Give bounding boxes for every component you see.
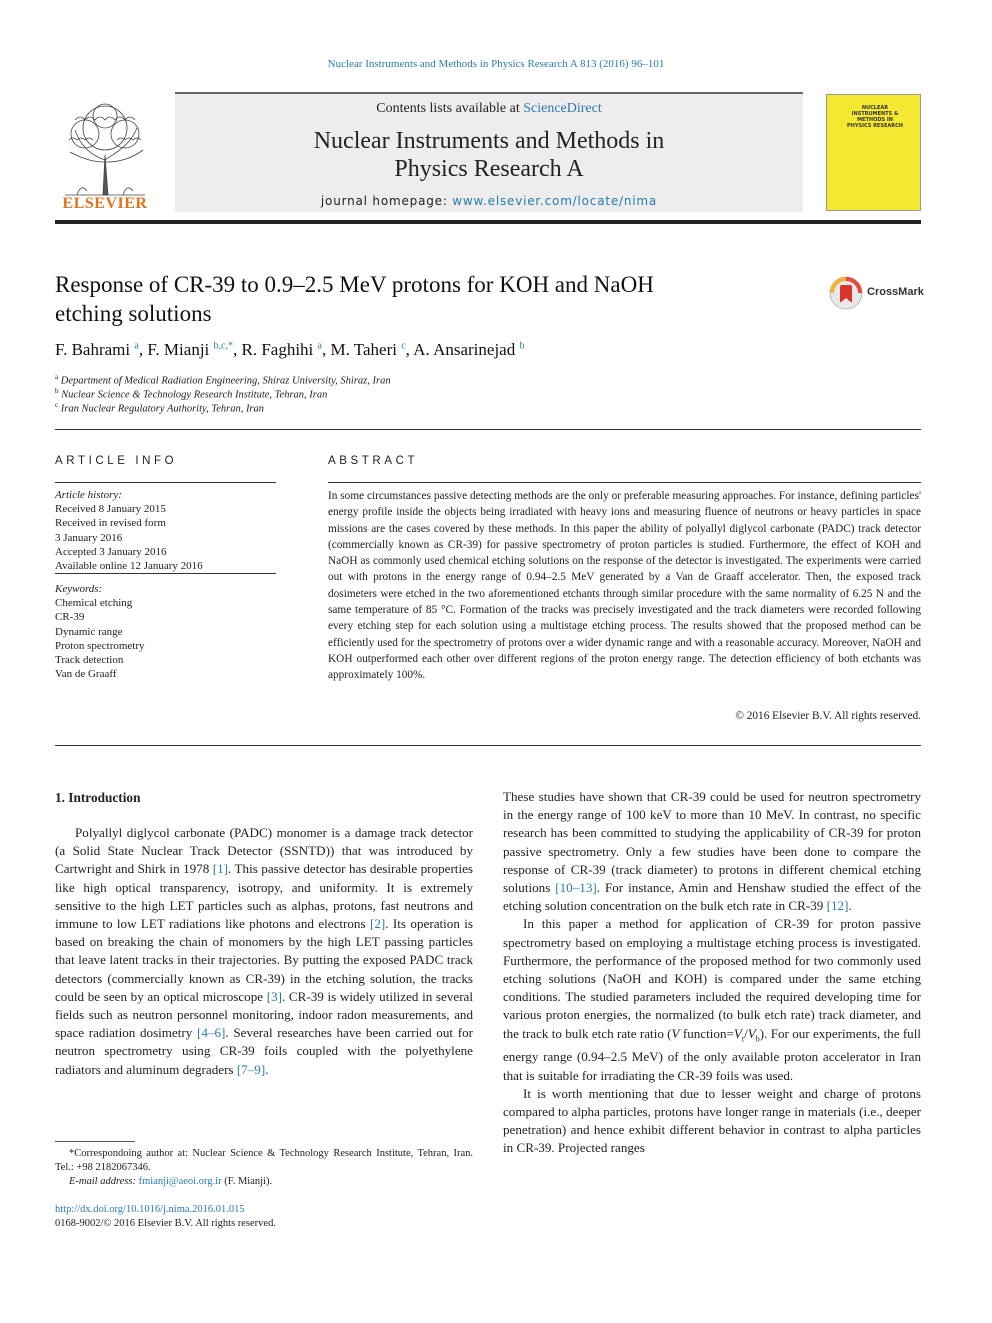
reference-link[interactable]: [1] xyxy=(212,861,229,877)
journal-cover-thumbnail[interactable] xyxy=(826,94,921,211)
intro-column-right xyxy=(503,788,921,1158)
article-title xyxy=(55,270,795,328)
issn-line: 0168-9002/© 2016 Elsevier B.V. All rights reserved. xyxy=(55,1218,276,1229)
elsevier-wordmark[interactable]: ELSEVIER xyxy=(62,195,148,212)
history-divider xyxy=(55,573,276,574)
journal-name xyxy=(175,127,803,183)
article-history xyxy=(55,488,276,573)
header-divider xyxy=(55,220,921,224)
author-affiliation-mark[interactable]: b xyxy=(519,340,525,352)
author-affiliation-mark[interactable]: a xyxy=(134,340,139,352)
affiliation-divider xyxy=(55,429,921,430)
crossmark-label: CrossMark xyxy=(867,286,924,298)
paragraph: In this paper a method for application of CR-39 for proton passive spectrometry based on employing a multistage etching process is investigated. Furthermore, the performance of the proposed method for two commonly used etching solutions (NaOH and KOH) is compared under the same etching conditions. The studied parameters included the required developing time for various proton energies, the normalized (to bulk etch rate) track diameter, and the track to bulk etch rate ratio (V $function=V_t/V_b$). For our experiments, the full energy range (0.94–2.5 MeV) of the only available proton accelerator in Iran that is suitable for irradiating the CR-39 foils was used. xyxy=(503,916,922,1083)
history-item: 3 January 2016 xyxy=(55,531,123,544)
article-info-heading: ARTICLE INFO xyxy=(55,455,178,467)
footnote-rule xyxy=(55,1141,135,1142)
article-title-line1: Response of CR-39 to 0.9–2.5 MeV protons for KOH and NaOH xyxy=(55,272,654,297)
author-affiliation-mark[interactable]: b,c,* xyxy=(213,340,233,352)
keyword: Dynamic range xyxy=(55,625,123,638)
contents-prefix: Contents lists available at xyxy=(376,101,524,116)
history-item: Received 8 January 2015 xyxy=(55,503,166,516)
author[interactable]: F. Bahrami $^a$ xyxy=(55,340,139,359)
abstract-text: In some circumstances passive detecting methods are the only or preferable measuring approaches. For instance, defining particles' energy profile inside the objects being irradiated with heavy ions and measuring fluence of neutrons or heavy particles in space missions are the cases covered by these methods. In this paper the ability of polyallyl diglycol carbonate (PADC) track detector (commercially known as CR-39) for passive spectrometry of proton particles is studied. Furthermore, the effect of KOH and NaOH as commonly used chemical etching solutions on the response of the detector is investigated. The experiments were carried out with protons in the energy range of 0.94–2.5 MeV generated by a Van de Graaff accelerator. Then, the exposed track dosimeters were etched in the two aforementioned etchants through similar procedure with the same normality of 6.25 N and the same temperature of 85 °C. Formation of the tracks was precisely investigated and the track diameters were recorded following every etching step for each solution using a multistage etching process. The results showed that the proposed method can be efficiently used for the spectrometry of protons over a wider dynamic range and with a reasonable accuracy. Moreover, NaOH and KOH outperformed each other over different regions of the proton energy range. The detection efficiency of both etchants was approximately 100%. xyxy=(328,490,921,682)
author[interactable]: F. Mianji $^{b,c,*}$ xyxy=(147,340,233,359)
reference-link[interactable]: [12] xyxy=(826,898,849,914)
history-label: Article history: xyxy=(55,489,122,501)
history-item: Available online 12 January 2016 xyxy=(55,560,203,573)
abstract-copyright: © 2016 Elsevier B.V. All rights reserved. xyxy=(735,710,921,722)
keyword: Van de Graaff xyxy=(55,668,117,681)
reference-link[interactable]: [10–13] xyxy=(555,880,597,896)
journal-citation[interactable]: Nuclear Instruments and Methods in Physics Research A 813 (2016) 96–101 xyxy=(327,58,665,70)
sciencedirect-link[interactable]: ScienceDirect xyxy=(523,101,602,116)
homepage-prefix: journal homepage: xyxy=(320,194,453,208)
abstract-heading: ABSTRACT xyxy=(328,455,419,467)
author[interactable]: A. Ansarinejad $^b$ xyxy=(413,340,525,359)
keywords xyxy=(55,582,276,681)
crossmark-icon xyxy=(828,275,864,311)
abstract-bottom-divider xyxy=(55,745,921,746)
author[interactable]: R. Faghihi $^a$ xyxy=(241,340,322,359)
doi-block xyxy=(55,1203,276,1231)
article-info-divider xyxy=(55,482,276,483)
history-item: Received in revised form xyxy=(55,517,166,530)
keyword: Proton spectrometry xyxy=(55,639,145,652)
homepage-link[interactable]: www.elsevier.com/locate/nima xyxy=(452,194,658,208)
contents-line xyxy=(175,101,803,117)
author[interactable]: M. Taheri $^c$ xyxy=(330,340,406,359)
affiliation: $^a$ Department of Medical Radiation Engineering, Shiraz University, Shiraz, Iran xyxy=(55,373,391,387)
elsevier-tree-logo xyxy=(55,100,155,210)
paragraph: It is worth mentioning that due to lesser weight and charge of protons compared to alpha particles, protons have longer range in materials (i.e., deeper penetration) and hence exhibit different behavior in contrast to alpha particles in CR-39. Projected ranges xyxy=(503,1085,921,1156)
author-affiliation-mark[interactable]: c xyxy=(401,340,406,352)
journal-header xyxy=(55,92,921,212)
email-label: E-mail address: xyxy=(69,1176,139,1187)
section-heading-introduction: 1. Introduction xyxy=(55,790,141,805)
author-list: F. Bahrami $^a$, F. Mianji $^{b,c,*}$, R. Faghihi $^a$, M. Taheri $^c$, A. Ansarinejad $^b$ xyxy=(55,340,525,359)
affiliation: $^b$ Nuclear Science & Technology Research Institute, Tehran, Iran xyxy=(55,387,328,401)
reference-link[interactable]: [7–9] xyxy=(236,1061,266,1077)
journal-name-line2: Physics Research A xyxy=(394,156,584,182)
keyword: Chemical etching xyxy=(55,597,133,610)
reference-link[interactable]: [2] xyxy=(369,916,386,932)
keyword: CR-39 xyxy=(55,611,85,624)
keyword: Track detection xyxy=(55,654,124,667)
journal-homepage xyxy=(175,194,803,208)
doi-link[interactable]: http://dx.doi.org/10.1016/j.nima.2016.01.015 xyxy=(55,1204,245,1215)
keywords-label: Keywords: xyxy=(55,583,103,595)
author-affiliation-mark[interactable]: a xyxy=(317,340,322,352)
article-title-line2: etching solutions xyxy=(55,301,212,326)
reference-link[interactable]: [3] xyxy=(266,988,282,1004)
paragraph: Polyallyl diglycol carbonate (PADC) monomer is a damage track detector (a Solid State Nuclear Track Detector (SSNTD)) that was introduced by Cartwright and Shirk in 1978 [1]. This passive detector has desirable properties like high optical transparency, isotropy, and uniformity. It is extremely sensitive to the high LET particles such as alphas, protons, fast neutrons and immune to low LET radiations like photons and electrons [2]. Its operation is based on breaking the chain of monomers by the high LET passing particles that leave latent tracks in their trajectories. By putting the exposed PADC track detectors (commercially known as CR-39) in the etching solution, the tracks could be seen by an optical microscope [3]. CR-39 is widely utilized in several fields such as neutron personnel monitoring, indoor radon measurements, and space radiation dosimetry [4–6]. Several researches have been carried out for neutron spectrometry using CR-39 foils coupled with the polyethylene radiators and aluminum degraders [7–9]. xyxy=(55,825,474,1077)
abstract-divider xyxy=(328,482,921,483)
footnote: *Correspondoing author at: Nuclear Science & Technology Research Institute, Tehran, Iran. Tel.: +98 2182067346. E-mail address: fmianji@aeoi.org.ir (F. Mianji). xyxy=(55,1148,473,1187)
affiliation: $^c$ Iran Nuclear Regulatory Authority, Tehran, Iran xyxy=(55,401,265,415)
intro-column-left xyxy=(55,824,473,1079)
correspondence-note: Correspondoing author at: Nuclear Science & Technology Research Institute, Tehran, Iran. Tel.: +98 2182067346. xyxy=(55,1148,473,1173)
journal-name-line1: Nuclear Instruments and Methods in xyxy=(313,128,665,154)
paragraph: These studies have shown that CR-39 could be used for neutron spectrometry in the energy range of 100 keV to more than 10 MeV. In contrast, no specific research has been committed to studying the applicability of CR-39 for proton passive spectrometry. Only a few studies have been done to compare the response of CR-39 (track diameter) to protons in different chemical etching solutions [10–13]. For instance, Amin and Henshaw studied the effect of the etching solution concentration on the bulk etch rate in CR-39 [12]. xyxy=(503,789,921,914)
author-email-link[interactable]: fmianji@aeoi.org.ir xyxy=(138,1176,222,1187)
cover-title: NUCLEAR INSTRUMENTS & METHODS IN PHYSICS RESEARCH xyxy=(847,105,903,129)
history-item: Accepted 3 January 2016 xyxy=(55,545,167,558)
crossmark-badge[interactable] xyxy=(828,275,923,311)
reference-link[interactable]: [4–6] xyxy=(197,1025,226,1041)
